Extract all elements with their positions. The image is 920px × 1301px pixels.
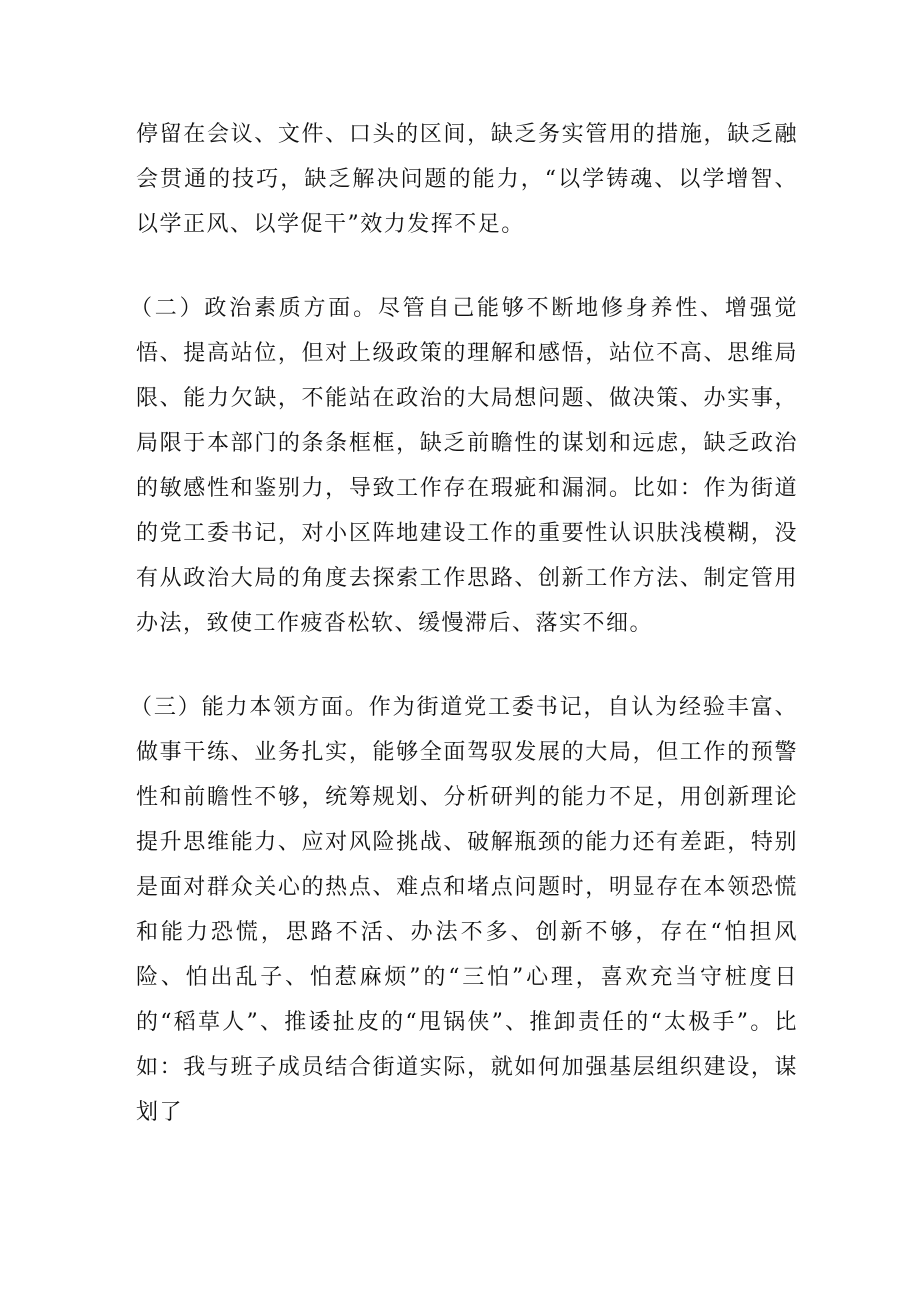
paragraph-political-quality: （二）政治素质方面。尽管自己能够不断地修身养性、增强觉悟、提高站位，但对上级政策的理解和感悟，站位不高、思维局限、能力欠缺，不能站在政治的大局想问题、做决策、办实事，局限于本部门的条条框框，缺乏前瞻性的谋划和远虑，缺乏政治的敏感性和鉴别力，导致工作存在瑕疵和漏洞。比如：作为街道的党工委书记，对小区阵地建设工作的重要性认识肤浅模糊，没有从政治大局的角度去探索工作思路、创新工作方法、制定管用办法，致使工作疲沓松软、缓慢滞后、落实不细。 xyxy=(130,296,798,636)
document-body xyxy=(130,112,798,1135)
paragraph-continuation: 停留在会议、文件、口头的区间，缺乏务实管用的措施，缺乏融会贯通的技巧，缺乏解决问题的能力，“以学铸魂、以学增智、以学正风、以学促干”效力发挥不足。 xyxy=(136,122,798,237)
paragraph-ability-skills: （三）能力本领方面。作为街道党工委书记，自认为经验丰富、做事干练、业务扎实，能够全面驾驭发展的大局，但工作的预警性和前瞻性不够，统筹规划、分析研判的能力不足，用创新理论提升思维能力、应对风险挑战、破解瓶颈的能力还有差距，特别是面对群众关心的热点、难点和堵点问题时，明显存在本领恐慌和能力恐慌，思路不活、办法不多、创新不够，存在“怕担风险、怕出乱子、怕惹麻烦”的“三怕”心理，喜欢充当守桩度日的“稻草人”、推诿扯皮的“甩锅侠”、推卸责任的“太极手”。比如：我与班子成员结合街道实际，就如何加强基层组织建设，谋划了 xyxy=(130,695,798,1125)
